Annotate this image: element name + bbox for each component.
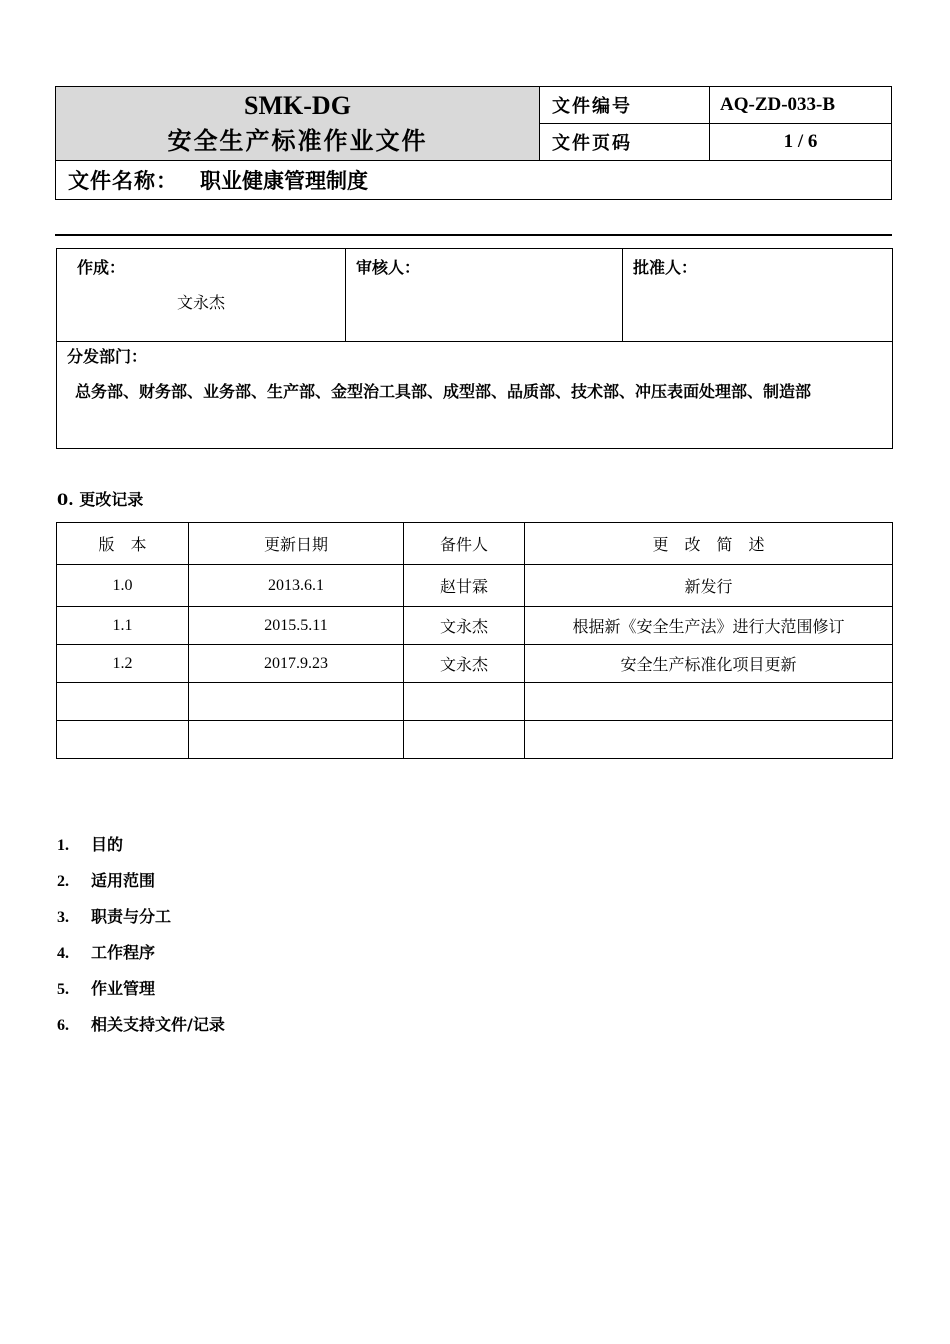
contents-list bbox=[57, 832, 225, 1048]
list-item-number: 6. bbox=[57, 1017, 69, 1034]
document-type: 安全生产标准作业文件 bbox=[167, 125, 428, 155]
author-label: 作成： bbox=[77, 258, 126, 277]
list-item bbox=[57, 1012, 225, 1048]
cell-date: 2017.9.23 bbox=[189, 645, 404, 683]
list-item bbox=[57, 832, 225, 868]
cell-person bbox=[404, 721, 525, 759]
change-record-heading: 0. 更改记录 bbox=[57, 490, 144, 509]
list-item-label: 职责与分工 bbox=[91, 907, 172, 926]
reviewer-cell bbox=[346, 249, 623, 342]
cell-summary: 根据新《安全生产法》进行大范围修订 bbox=[525, 607, 893, 645]
table-row bbox=[57, 607, 893, 645]
doc-name-row bbox=[56, 161, 892, 200]
list-item-label: 目的 bbox=[91, 835, 124, 854]
reviewer-label: 审核人： bbox=[356, 258, 421, 277]
cell-summary bbox=[525, 683, 893, 721]
doc-name-label: 文件名称： bbox=[68, 168, 178, 193]
table-row bbox=[57, 565, 893, 607]
list-item-label: 相关支持文件/记录 bbox=[91, 1015, 225, 1034]
cell-version: 1.1 bbox=[57, 607, 189, 645]
doc-number: AQ-ZD-033-B bbox=[710, 87, 892, 124]
list-item bbox=[57, 976, 225, 1012]
document-header bbox=[55, 86, 892, 200]
approval-table bbox=[56, 248, 893, 449]
cell-date bbox=[189, 721, 404, 759]
cell-summary bbox=[525, 721, 893, 759]
list-item-label: 作业管理 bbox=[91, 979, 156, 998]
list-item-number: 3. bbox=[57, 909, 69, 926]
list-item-label: 适用范围 bbox=[91, 871, 156, 890]
author-cell bbox=[57, 249, 346, 342]
list-item bbox=[57, 904, 225, 940]
distribution-cell bbox=[57, 342, 893, 449]
list-item bbox=[57, 940, 225, 976]
column-header-date: 更新日期 bbox=[189, 523, 404, 565]
cell-person: 文永杰 bbox=[404, 607, 525, 645]
page-label: 文件页码 bbox=[540, 124, 710, 161]
list-item-number: 4. bbox=[57, 945, 69, 962]
table-row bbox=[57, 721, 893, 759]
column-header-person: 备件人 bbox=[404, 523, 525, 565]
title-block bbox=[56, 87, 540, 161]
doc-name: 职业健康管理制度 bbox=[200, 168, 368, 193]
horizontal-divider bbox=[55, 234, 892, 236]
cell-person: 文永杰 bbox=[404, 645, 525, 683]
approver-label: 批准人： bbox=[633, 258, 698, 277]
cell-date: 2013.6.1 bbox=[189, 565, 404, 607]
cell-version: 1.2 bbox=[57, 645, 189, 683]
author-name: 文永杰 bbox=[176, 293, 225, 312]
approver-cell bbox=[623, 249, 893, 342]
distribution-label: 分发部门： bbox=[67, 347, 148, 366]
cell-person: 赵甘霖 bbox=[404, 565, 525, 607]
column-header-version: 版 本 bbox=[57, 523, 189, 565]
list-item-number: 1. bbox=[57, 837, 69, 854]
list-item-label: 工作程序 bbox=[91, 943, 156, 962]
table-row bbox=[57, 683, 893, 721]
cell-date: 2015.5.11 bbox=[189, 607, 404, 645]
cell-date bbox=[189, 683, 404, 721]
list-item bbox=[57, 868, 225, 904]
table-header-row bbox=[57, 523, 893, 565]
cell-summary: 安全生产标准化项目更新 bbox=[525, 645, 893, 683]
company-name: SMK-DG bbox=[244, 90, 351, 120]
distribution-departments: 总务部、财务部、业务部、生产部、金型治工具部、成型部、品质部、技术部、冲压表面处理部、制造部 bbox=[75, 382, 812, 401]
cell-version bbox=[57, 721, 189, 759]
page-number: 1 / 6 bbox=[710, 124, 892, 161]
cell-version: 1.0 bbox=[57, 565, 189, 607]
list-item-number: 2. bbox=[57, 873, 69, 890]
cell-version bbox=[57, 683, 189, 721]
list-item-number: 5. bbox=[57, 981, 69, 998]
change-record-table bbox=[56, 522, 893, 759]
doc-number-label: 文件编号 bbox=[540, 87, 710, 124]
column-header-summary: 更 改 简 述 bbox=[525, 523, 893, 565]
cell-person bbox=[404, 683, 525, 721]
table-row bbox=[57, 645, 893, 683]
cell-summary: 新发行 bbox=[525, 565, 893, 607]
